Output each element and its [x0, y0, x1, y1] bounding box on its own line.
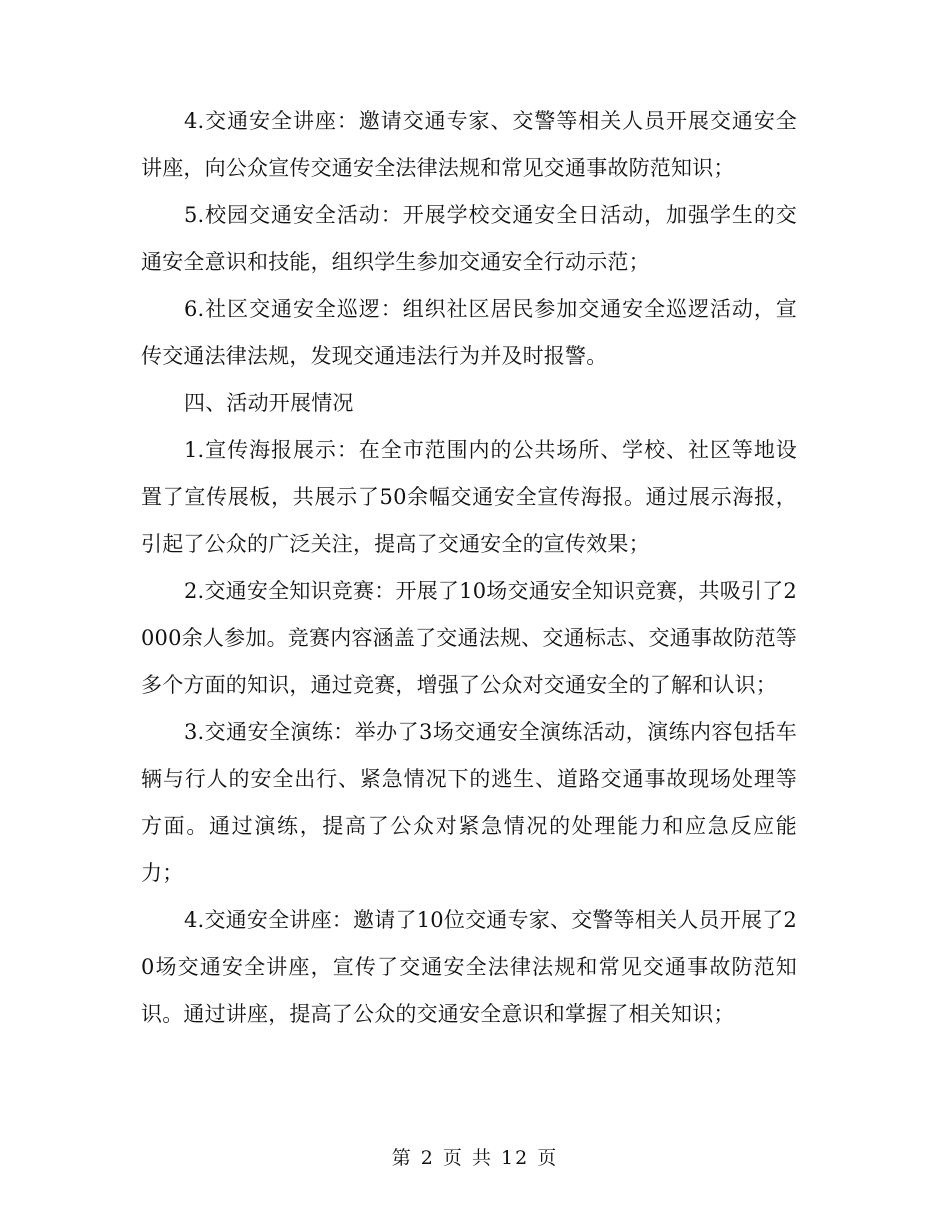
paragraph-campus-activity: 5.校园交通安全活动：开展学校交通安全日活动，加强学生的交通安全意识和技能，组织学生参加交通安全行动示范；	[141, 203, 797, 274]
section-heading-activity-progress: 四、活动开展情况	[184, 391, 354, 415]
paragraph-lecture: 4.交通安全讲座：邀请交通专家、交警等相关人员开展交通安全讲座，向公众宣传交通安全法律法规和常见交通事故防范知识；	[141, 109, 797, 180]
document-body	[141, 98, 797, 1038]
paragraph-community-patrol: 6.社区交通安全巡逻：组织社区居民参加交通安全巡逻活动，宣传交通法律法规，发现交通违法行为并及时报警。	[141, 297, 797, 368]
paragraph-lecture-results: 4.交通安全讲座：邀请了10位交通专家、交警等相关人员开展了20场交通安全讲座，宣传了交通安全法律法规和常见交通事故防范知识。通过讲座，提高了公众的交通安全意识和掌握了相关知识；	[141, 908, 797, 1026]
paragraph-safety-drill: 3.交通安全演练：举办了3场交通安全演练活动，演练内容包括车辆与行人的安全出行、紧急情况下的逃生、道路交通事故现场处理等方面。通过演练，提高了公众对紧急情况的处理能力和应急反应能力；	[141, 720, 797, 885]
paragraph-knowledge-contest: 2.交通安全知识竞赛：开展了10场交通安全知识竞赛，共吸引了2000余人参加。竞赛内容涵盖了交通法规、交通标志、交通事故防范等多个方面的知识，通过竞赛，增强了公众对交通安全的了解和认识；	[141, 579, 797, 697]
page-number-footer: 第 2 页 共 12 页	[391, 1147, 559, 1169]
paragraph-poster-display: 1.宣传海报展示：在全市范围内的公共场所、学校、社区等地设置了宣传展板，共展示了50余幅交通安全宣传海报。通过展示海报，引起了公众的广泛关注，提高了交通安全的宣传效果；	[141, 438, 797, 556]
